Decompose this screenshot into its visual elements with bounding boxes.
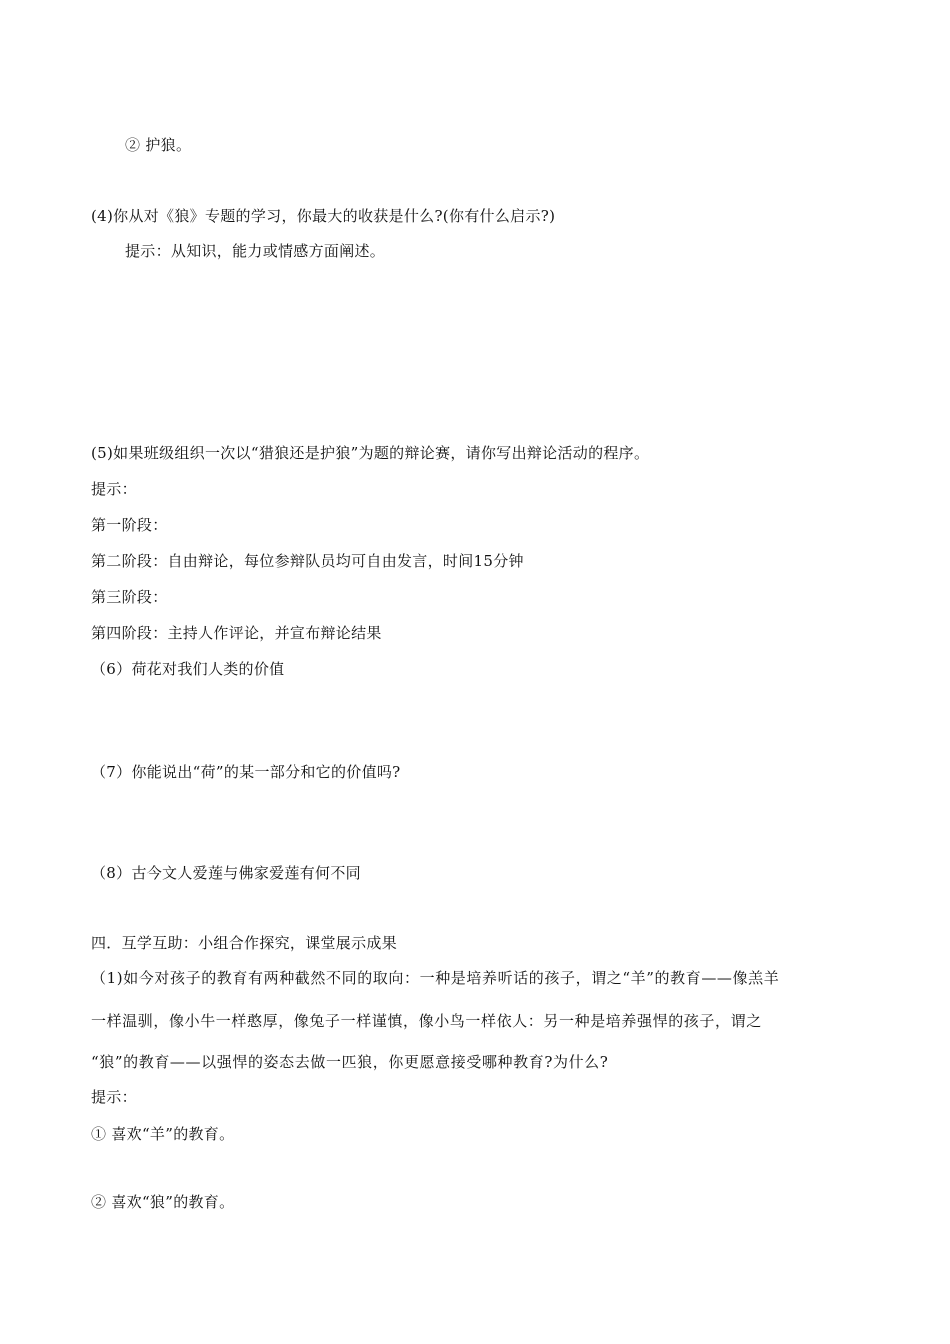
question-8: （8）古今文人爱莲与佛家爱莲有何不同: [91, 864, 361, 882]
question-5: (5)如果班级组织一次以“猎狼还是护狼”为题的辩论赛，请你写出辩论活动的程序。: [91, 444, 650, 462]
stage-2: 第二阶段：自由辩论，每位参辩队员均可自由发言，时间15分钟: [91, 552, 524, 570]
paragraph-1-line-2: 一样温驯，像小牛一样憨厚，像兔子一样谨慎，像小鸟一样依人：另一种是培养强悍的孩子，谓之: [91, 1012, 762, 1030]
section-4-heading: 四．互学互助：小组合作探究，课堂展示成果: [91, 934, 398, 952]
question-4: (4)你从对《狼》专题的学习，你最大的收获是什么?(你有什么启示?): [91, 207, 556, 225]
question-6: （6）荷花对我们人类的价值: [91, 660, 285, 678]
stage-3: 第三阶段：: [91, 588, 168, 606]
option-1: ① 喜欢“羊”的教育。: [91, 1125, 235, 1143]
question-7: （7）你能说出“荷”的某一部分和它的价值吗?: [91, 763, 401, 781]
question-4-hint: 提示：从知识，能力或情感方面阐述。: [125, 242, 386, 260]
answer-hu-lang: ② 护狼。: [125, 136, 192, 154]
hint-label-2: 提示：: [91, 1088, 137, 1106]
stage-4: 第四阶段：主持人作评论，并宣布辩论结果: [91, 624, 382, 642]
stage-1: 第一阶段：: [91, 516, 168, 534]
hint-label: 提示：: [91, 480, 137, 498]
option-2: ② 喜欢“狼”的教育。: [91, 1193, 235, 1211]
paragraph-1-line-1: （1)如今对孩子的教育有两种截然不同的取向：一种是培养听话的孩子，谓之“羊”的教育——像羔羊: [91, 969, 780, 987]
paragraph-1-line-3: “狼”的教育——以强悍的姿态去做一匹狼，你更愿意接受哪种教育?为什么?: [91, 1053, 609, 1071]
